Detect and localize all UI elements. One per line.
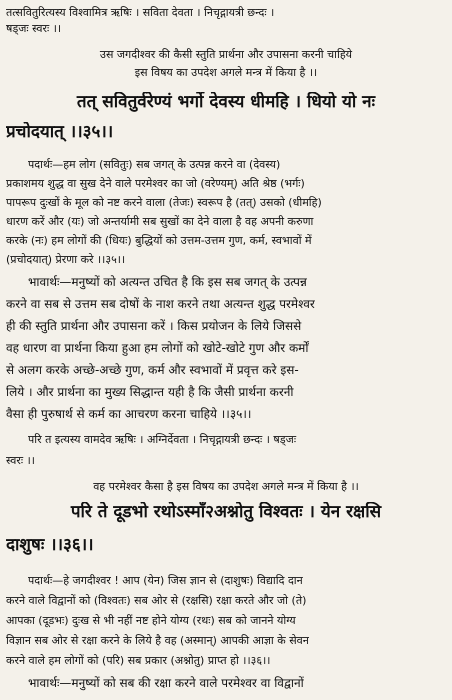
padartha-line: पदार्थः—हे जगदीश्वर ! आप (येन) जिस ज्ञान से (दाशुषः) विद्यादि दान bbox=[28, 574, 303, 587]
padartha-line: आपका (दूडभः) दुःख से भी नहीं नष्ट होने योग्य (रथः) सब को जानने योग्य bbox=[6, 614, 296, 627]
bhavartha-line: ही की स्तुति प्रार्थना और उपासना करें । किस प्रयोजन के लिये जिससे bbox=[6, 319, 302, 333]
padartha-line: विज्ञान सब ओर से रक्षा करने के लिये है वह (अस्मान्) आपकी आज्ञा के सेवन bbox=[6, 634, 309, 647]
padartha-line: धारण करें और (यः) जो अन्तर्यामी सब सुखों का देने वाला है वह अपनी करुणा bbox=[6, 215, 314, 228]
topic-intro: वह परमेश्वर कैसा है इस विषय का उपदेश अगले मन्त्र में किया है ।। bbox=[93, 480, 359, 493]
bhavartha-line: करने वा सब से उत्तम सब दोषों के नाश करने तथा अत्यन्त शुद्ध परमेश्वर bbox=[6, 297, 315, 311]
mantra-header-line: षड्जः स्वरः ।। bbox=[6, 22, 62, 35]
bhavartha-line: भावार्थः—मनुष्यों को अत्यन्त उचित है कि इस सब जगत् के उत्पन्न bbox=[28, 275, 307, 289]
padartha-line: करके (नः) हम लोगों की (धियः) बुद्धियों को उत्तम-उत्तम गुण, कर्म, स्वभावों में bbox=[6, 234, 312, 247]
bhavartha-line: वैसा ही पुरुषार्थ से कर्म का आचरण करना चाहिये ।।३५।। bbox=[6, 407, 252, 421]
mantra-text: परि ते दूडभो रथोऽस्माँ२अश्नोतु विश्वतः । येन रक्षसि bbox=[70, 502, 382, 522]
mantra-header-line: तत्सवितुरित्यस्य विश्वामित्र ऋषिः । सविता देवता । निचृद्गायत्री छन्दः । bbox=[6, 6, 275, 19]
bhavartha-line: भावार्थः—मनुष्यों को सब की रक्षा करने वाले परमेश्वर वा विद्वानों bbox=[28, 676, 304, 690]
padartha-line: करने वाले विद्वानों को (विश्वतः) सब ओर से (रक्षसि) रक्षा करते और जो (ते) bbox=[6, 594, 307, 607]
padartha-line: पापरूप दुःखों के मूल को नष्ट करने वाला (तेजः) स्वरूप है (तत्) उसको (धीमहि) bbox=[6, 196, 322, 209]
mantra-header-line: स्वरः ।। bbox=[6, 454, 35, 467]
topic-intro: उस जगदीश्वर की कैसी स्तुति प्रार्थना और उपासना करनी चाहिये bbox=[99, 48, 353, 61]
padartha-line: (प्रचोदयात्) प्रेरणा करे ।।३५।। bbox=[6, 253, 126, 266]
mantra-text: तत् सवितुर्वरेण्यं भर्गो देवस्य धीमहि । धियो यो नः bbox=[76, 92, 376, 112]
bhavartha-line: से अलग करके अच्छे-अच्छे गुण, कर्म और स्वभावों में प्रवृत्त करे इस- bbox=[6, 363, 299, 377]
topic-intro: इस विषय का उपदेश अगले मन्त्र में किया है ।। bbox=[134, 66, 318, 79]
bhavartha-line: लिये । और प्रार्थना का मुख्य सिद्धान्त यही है कि जैसी प्रार्थना करनी bbox=[6, 385, 294, 399]
padartha-line: पदार्थः—हम लोग (सवितुः) सब जगत् के उत्पन्न करने वा (देवस्य) bbox=[28, 158, 281, 171]
mantra-text: प्रचोदयात् ।।३५।। bbox=[6, 122, 114, 142]
padartha-line: प्रकाशमय शुद्ध वा सुख देने वाले परमेश्वर का जो (वरेण्यम्) अति श्रेष्ठ (भर्गः) bbox=[6, 177, 305, 190]
mantra-header-line: परि त इत्यस्य वामदेव ऋषिः । अग्निर्देवता । निचृद्गायत्री छन्दः । षड्जः bbox=[28, 433, 297, 446]
mantra-text: दाशुषः ।।३६।। bbox=[6, 535, 94, 555]
padartha-line: करने वाले हम लोगों को (परि) सब प्रकार (अश्नोतु) प्राप्त हो ।।३६।। bbox=[6, 654, 271, 667]
bhavartha-line: वह धारण वा प्रार्थना किया हुआ हम लोगों को खोटे-खोटे गुण और कर्मों bbox=[6, 341, 309, 355]
